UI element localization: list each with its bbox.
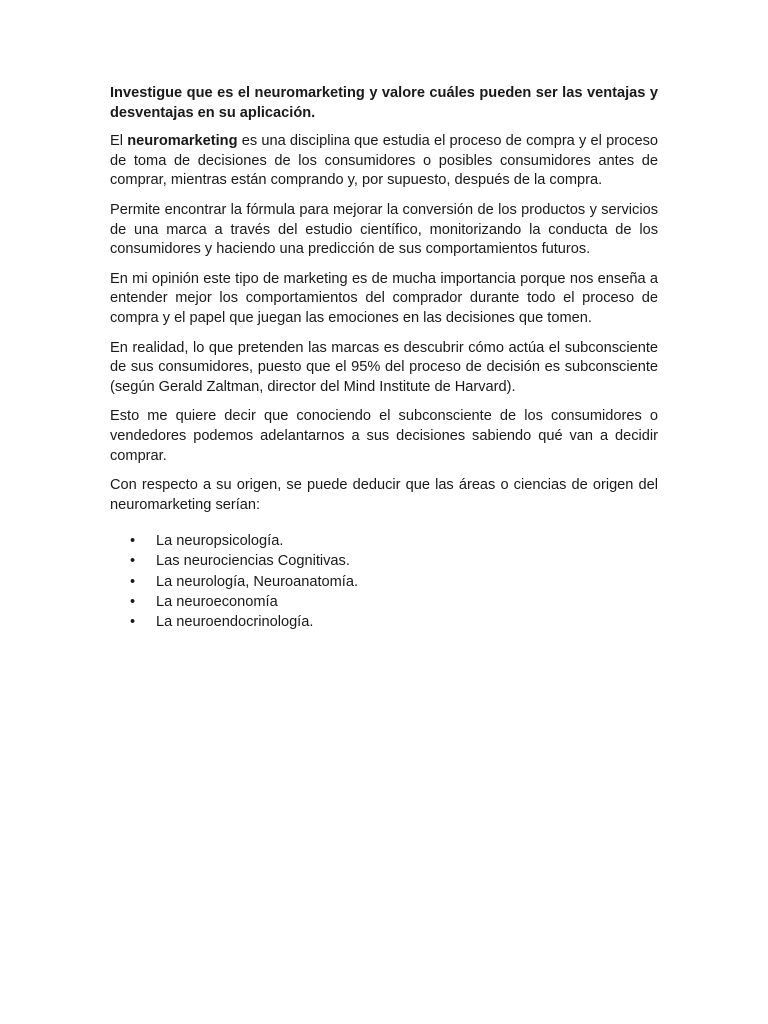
term-neuromarketing: neuromarketing xyxy=(127,133,238,150)
bullet-icon: • xyxy=(130,614,136,631)
list-item xyxy=(110,592,658,612)
list-item xyxy=(110,612,658,632)
bullet-icon: • xyxy=(130,593,136,610)
list-item-text: La neuroendocrinología. xyxy=(156,614,314,631)
list-item-text: La neuroeconomía xyxy=(156,593,278,610)
bullet-icon: • xyxy=(130,553,136,570)
list-item xyxy=(110,531,658,551)
paragraph-lead: El xyxy=(110,133,128,150)
paragraph-purpose: Permite encontrar la fórmula para mejorar la conversión de los productos y servicios de una marca a través del estudio científico, monitorizando la conducta de los consumidores y haciendo una predicción de sus comportamientos futuros. xyxy=(110,201,658,258)
list-item xyxy=(110,551,658,571)
paragraph-subconscious: En realidad, lo que pretenden las marcas es descubrir cómo actúa el subconsciente de sus consumidores, puesto que el 95% del proceso de decisión es subconsciente (según Gerald Zaltman, director del Mind Institute de Harvard). xyxy=(110,339,658,395)
list-item xyxy=(110,572,658,592)
paragraph-origin: Con respecto a su origen, se puede deducir que las áreas o ciencias de origen del neuromarketing serían: xyxy=(110,477,658,513)
origin-list xyxy=(110,531,658,632)
bullet-icon: • xyxy=(130,533,136,550)
paragraph-conclusion: Esto me quiere decir que conociendo el subconsciente de los consumidores o vendedores podemos adelantarnos a sus decisiones sabiendo qué van a decidir comprar. xyxy=(110,408,658,464)
bullet-icon: • xyxy=(130,573,136,590)
document-heading: Investigue que es el neuromarketing y valore cuáles pueden ser las ventajas y desventajas en su aplicación. xyxy=(110,85,658,121)
document-page xyxy=(110,84,658,632)
list-item-text: Las neurociencias Cognitivas. xyxy=(156,553,350,570)
paragraph-rest: es una disciplina que estudia el proceso de compra y el proceso de toma de decisiones de los consumidores o posibles consumidores antes de comprar, mientras están comprando y, por supuesto, después de la compra. xyxy=(110,133,659,189)
list-item-text: La neurología, Neuroanatomía. xyxy=(156,573,359,590)
paragraph-definition xyxy=(110,132,658,191)
paragraph-opinion: En mi opinión este tipo de marketing es de mucha importancia porque nos enseña a entender mejor los comportamientos del comprador durante todo el proceso de compra y el papel que juegan las emociones en las decisiones que tomen. xyxy=(110,270,658,326)
list-item-text: La neuropsicología. xyxy=(156,533,284,550)
